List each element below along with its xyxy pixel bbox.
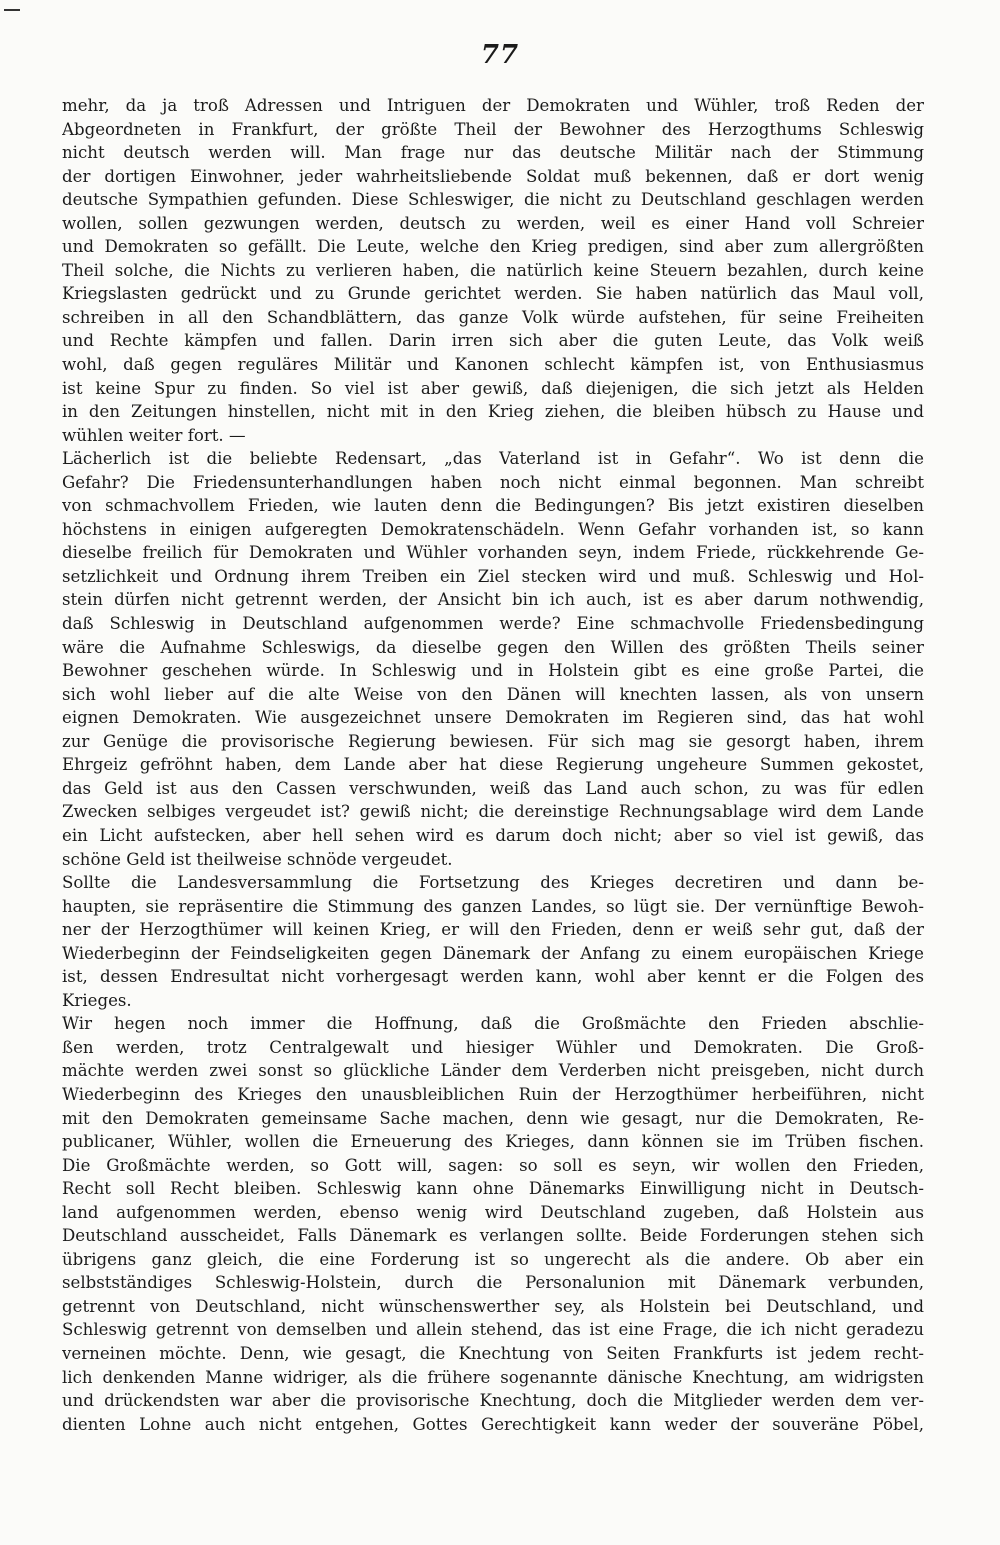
text-line: Gefahr? Die Friedensunterhandlungen haben noch nicht einmal begonnen. Man schreibt: [62, 472, 924, 492]
text-line: Wir hegen noch immer die Hoffnung, daß die Großmächte den Frieden abschlie-: [62, 1014, 924, 1034]
text-line: der dortigen Einwohner, jeder wahrheitsliebende Soldat muß bekennen, daß er dort wenig: [62, 166, 924, 186]
text-line: Kriegslasten gedrückt und zu Grunde gerichtet werden. Sie haben natürlich das Maul voll,: [62, 284, 924, 304]
text-line: und Rechte kämpfen und fallen. Darin irren sich aber die guten Leute, das Volk weiß: [62, 331, 924, 351]
text-line: wühlen weiter fort. —: [62, 425, 246, 445]
text-line: Sollte die Landesversammlung die Fortsetzung des Krieges decretiren und dann be-: [62, 873, 924, 893]
text-line: dienten Lohne auch nicht entgehen, Gottes Gerechtigkeit kann weder der souveräne Pöbel,: [62, 1414, 924, 1434]
text-line: mächte werden zwei sonst so glückliche Länder dem Verderben nicht preisgeben, nicht durch: [62, 1061, 924, 1081]
text-line: setzlichkeit und Ordnung ihrem Treiben ein Ziel stecken wird und muß. Schleswig und Hol-: [62, 566, 924, 586]
text-line: publicaner, Wühler, wollen die Erneuerung des Krieges, dann können sie im Trüben fischen.: [62, 1132, 924, 1152]
text-line: mehr, da ja troß Adressen und Intriguen der Demokraten und Wühler, troß Reden der: [62, 96, 924, 115]
text-line: schreiben in all den Schandblättern, das ganze Volk würde aufstehen, für seine Freiheiten: [62, 307, 924, 327]
text-line: verneinen möchte. Denn, wie gesagt, die Knechtung von Seiten Frankfurts ist jedem recht-: [62, 1343, 924, 1363]
text-line: Die Großmächte werden, so Gott will, sagen: so soll es seyn, wir wollen den Frieden,: [62, 1155, 924, 1175]
text-line: von schmachvollem Frieden, wie lauten denn die Bedingungen? Bis jetzt existiren dieselben: [62, 496, 924, 516]
text-line: Krieges.: [62, 990, 132, 1010]
text-line: ein Licht aufstecken, aber hell sehen wird es darum doch nicht; aber so viel ist gewiß, das: [62, 825, 924, 845]
page-edge-mark: [4, 9, 20, 11]
text-line: deutsche Sympathien gefunden. Diese Schleswiger, die nicht zu Deutschland geschlagen werden: [62, 190, 924, 210]
text-line: Theil solche, die Nichts zu verlieren haben, die natürlich keine Steuern bezahlen, durch keine: [62, 260, 924, 280]
text-line: Wiederbeginn des Krieges den unausbleiblichen Ruin der Herzogthümer herbeiführen, nicht: [62, 1084, 924, 1104]
text-line: das Geld ist aus den Cassen verschwunden, weiß das Land auch schon, zu was für edlen: [62, 778, 924, 798]
text-line: wäre die Aufnahme Schleswigs, da dieselbe gegen den Willen des größten Theils seiner: [62, 637, 924, 657]
text-line: eignen Demokraten. Wie ausgezeichnet unsere Demokraten im Regieren sind, das hat wohl: [62, 708, 924, 728]
text-line: ßen werden, trotz Centralgewalt und hiesiger Wühler und Demokraten. Die Groß-: [62, 1037, 924, 1057]
text-line: land aufgenommen werden, ebenso wenig wird Deutschland zugeben, daß Holstein aus: [62, 1202, 924, 1222]
text-line: Deutschland ausscheidet, Falls Dänemark es verlangen sollte. Beide Forderungen stehen sich: [62, 1226, 924, 1246]
text-line: Lächerlich ist die beliebte Redensart, „das Vaterland ist in Gefahr“. Wo ist denn die: [62, 449, 924, 469]
text-line: ist keine Spur zu finden. So viel ist aber gewiß, daß diejenigen, die sich jetzt als Helden: [62, 378, 924, 398]
text-line: ner der Herzogthümer will keinen Krieg, er will den Frieden, denn er weiß sehr gut, daß der: [62, 920, 924, 940]
text-line: und drückendsten war aber die provisorische Knechtung, doch die Mitglieder werden dem ver-: [62, 1391, 924, 1411]
text-line: höchstens in einigen aufgeregten Demokratenschädeln. Wenn Gefahr vorhanden ist, so kann: [62, 519, 924, 539]
text-line: daß Schleswig in Deutschland aufgenommen werde? Eine schmachvolle Friedensbedingung: [62, 614, 924, 634]
text-line: übrigens ganz gleich, die eine Forderung ist so ungerecht als die andere. Ob aber ein: [62, 1249, 924, 1269]
text-line: schöne Geld ist theilweise schnöde vergeudet.: [62, 849, 453, 869]
text-line: zur Genüge die provisorische Regierung bewiesen. Für sich mag sie gesorgt haben, ihrem: [62, 731, 924, 751]
text-line: Bewohner geschehen würde. In Schleswig und in Holstein gibt es eine große Partei, die: [62, 661, 924, 681]
text-line: in den Zeitungen hinstellen, nicht mit in den Krieg ziehen, die bleiben hübsch zu Hause und: [62, 402, 924, 422]
text-line: mit den Demokraten gemeinsame Sache machen, denn wie gesagt, nur die Demokraten, Re-: [62, 1108, 924, 1128]
text-line: wohl, daß gegen reguläres Militär und Kanonen schlecht kämpfen ist, von Enthusiasmus: [62, 355, 924, 375]
text-line: Recht soll Recht bleiben. Schleswig kann ohne Dänemarks Einwilligung nicht in Deutsch-: [62, 1179, 924, 1199]
text-line: Schleswig getrennt von demselben und allein stehend, das ist eine Frage, die ich nicht geradezu: [62, 1320, 924, 1340]
text-line: stein dürfen nicht getrennt werden, der Ansicht bin ich auch, ist es aber darum nothwendig,: [62, 590, 924, 610]
text-line: Wiederbeginn der Feindseligkeiten gegen Dänemark der Anfang zu einem europäischen Kriege: [62, 943, 924, 963]
text-line: sich wohl lieber auf die alte Weise von den Dänen will knechten lassen, als von unsern: [62, 684, 924, 704]
text-line: wollen, sollen gezwungen werden, deutsch zu werden, weil es einer Hand voll Schreier: [62, 213, 924, 233]
body-text: [62, 94, 924, 1436]
text-line: nicht deutsch werden will. Man frage nur das deutsche Militär nach der Stimmung: [62, 143, 924, 163]
text-line: Ehrgeiz gefröhnt haben, dem Lande aber hat diese Regierung ungeheure Summen gekostet,: [62, 755, 924, 775]
text-line: Zwecken selbiges vergeudet ist? gewiß nicht; die dereinstige Rechnungsablage wird dem Lande: [62, 802, 924, 822]
text-line: Abgeordneten in Frankfurt, der größte Theil der Bewohner des Herzogthums Schleswig: [62, 119, 924, 139]
text-line: lich denkenden Manne widriger, als die frühere sogenannte dänische Knechtung, am widrigsten: [62, 1367, 924, 1387]
text-line: selbstständiges Schleswig-Holstein, durch die Personalunion mit Dänemark verbunden,: [62, 1273, 924, 1293]
page-number: 77: [480, 40, 520, 70]
text-line: haupten, sie repräsentire die Stimmung des ganzen Landes, so lügt sie. Der vernünftige Bewoh-: [62, 896, 924, 916]
text-line: und Demokraten so gefällt. Die Leute, welche den Krieg predigen, sind aber zum allergrößten: [62, 237, 924, 257]
text-line: getrennt von Deutschland, nicht wünschenswerther sey, als Holstein bei Deutschland, und: [62, 1296, 924, 1316]
text-line: dieselbe freilich für Demokraten und Wühler vorhanden seyn, indem Friede, rückkehrende Ge-: [62, 543, 924, 563]
text-line: ist, dessen Endresultat nicht vorhergesagt werden kann, wohl aber kennt er die Folgen des: [62, 967, 924, 987]
